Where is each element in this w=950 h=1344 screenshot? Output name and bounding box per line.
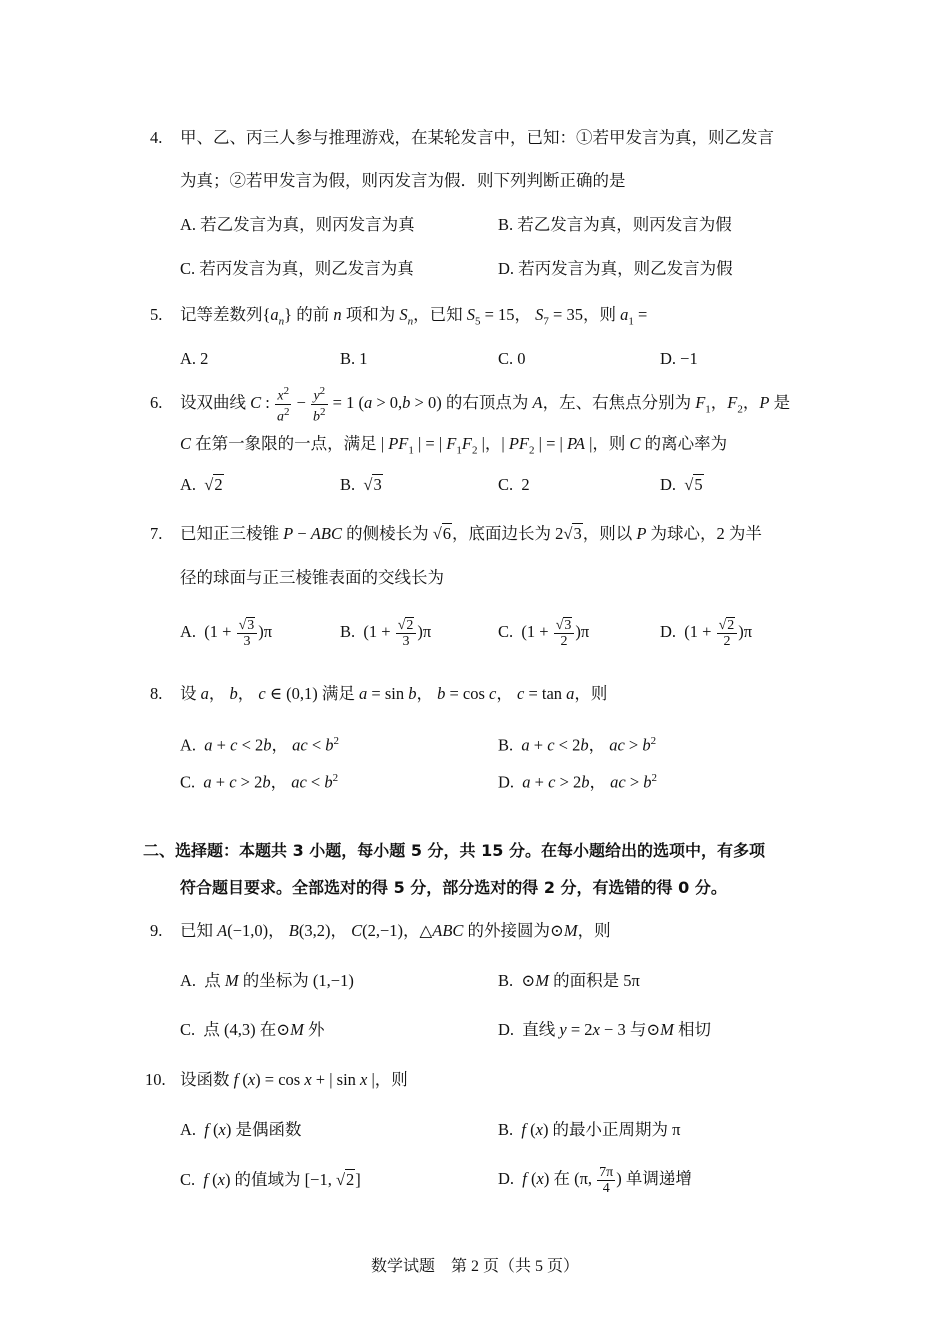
q9-stem: 已知 A(−1,0)， B(3,2)， C(2,−1)，△ABC 的外接圆为⊙M，则 [180,921,611,940]
q9-option-c: C. 点 (4,3) 在⊙M 外 [180,1020,325,1039]
q4-option-b: B. 若乙发言为真，则丙发言为假 [498,215,732,234]
q5-option-d: D. −1 [660,349,698,368]
section2-heading-line2: 符合题目要求。全部选对的得 5 分，部分选对的得 2 分，有选错的得 0 分。 [180,878,727,897]
q7-option-a: A. (1 + $\frac{√3}{3}$ )π [180,617,273,649]
q10-option-c: C. f (x) 的值域为 [−1, √2] [180,1170,361,1189]
q7-option-c: C. (1 + $\frac{√3}{2}$ )π [498,617,590,649]
q10-option-b: B. f (x) 的最小正周期为 π [498,1120,681,1139]
q8-stem: 设 a， b， c ∈ (0,1) 满足 a = sin b， b = cos c， c = tan a，则 [180,684,608,703]
q6-option-c: C. 2 [498,475,530,494]
q10-option-d: D. f (x) 在 (π, $\frac{7\pi}{4}$ ) 单调递增 [498,1164,692,1196]
q8-option-a: A. a + c < 2b， ac < $b^2$ [180,735,340,755]
q10-option-a: A. f (x) 是偶函数 [180,1120,302,1139]
q7-number: 7. [150,524,163,543]
q8-option-d: D. a + c > 2b， ac > $b^2$ [498,772,658,792]
q7-stem-line2: 径的球面与正三棱锥表面的交线长为 [180,568,444,587]
q4-stem-line1: 甲、乙、丙三人参与推理游戏，在某轮发言中，已知：①若甲发言为真，则乙发言 [180,128,774,147]
q7-option-d: D. (1 + $\frac{√2}{2}$ )π [660,617,753,649]
q4-option-c: C. 若丙发言为真，则乙发言为真 [180,259,414,278]
q5-number: 5. [150,305,163,324]
q6-option-b: B. √3 [340,475,382,494]
q5-option-c: C. 0 [498,349,526,368]
q8-option-c: C. a + c > 2b， ac < $b^2$ [180,772,339,792]
q10-number: 10. [145,1070,166,1089]
q6-option-a: A. √2 [180,475,223,494]
section2-heading-line1: 二、选择题：本题共 3 小题，每小题 5 分，共 15 分。在每小题给出的选项中，有多项 [143,841,765,860]
q5-option-b: B. 1 [340,349,368,368]
q8-option-b: B. a + c < 2b， ac > $b^2$ [498,735,657,755]
q6-stem-line2: C 在第一象限的一点，满足 | $PF_1$ | = | $F_1F_2$ |，| $PF_2$ | = | PA |，则 C 的离心率为 [180,434,728,457]
q9-option-b: B. ⊙M 的面积是 5π [498,971,640,990]
q5-stem: 记等差数列$\{a_n\}$ 的前 n 项和为 $S_n$，已知 $S_5 = 15$， $S_7 = 35$，则 $a_1$ = [180,305,648,328]
q10-stem: 设函数 f (x) = cos x + | sin x |，则 [180,1070,408,1089]
q6-stem-line1: 设双曲线 C : $\frac{x^2}{a^2}$ − $\frac{y^2}{b^2}$ = 1 (a > 0,b > 0) 的右顶点为 A，左、右焦点分别为 $F_1$，$F_2$，P 是 [180,385,791,425]
q4-option-d: D. 若丙发言为真，则乙发言为假 [498,259,733,278]
q4-number: 4. [150,128,163,147]
q6-option-d: D. √5 [660,475,703,494]
q9-option-a: A. 点 M 的坐标为 (1,−1) [180,971,354,990]
q5-option-a: A. 2 [180,349,209,368]
q7-option-b: B. (1 + $\frac{√2}{3}$ )π [340,617,432,649]
q4-option-a: A. 若乙发言为真，则丙发言为真 [180,215,415,234]
q4-stem-line2: 为真；②若甲发言为假，则丙发言为假．则下列判断正确的是 [180,171,626,190]
q8-number: 8. [150,684,163,703]
q9-option-d: D. 直线 y = 2x − 3 与⊙M 相切 [498,1020,712,1039]
q6-number: 6. [150,393,163,412]
q7-stem-line1: 已知正三棱锥 P − ABC 的侧棱长为 √6，底面边长为 2√3，则以 P 为球心，2 为半 [180,524,762,543]
q9-number: 9. [150,921,163,940]
page-footer: 数学试题 第 2 页（共 5 页） [370,1258,579,1275]
